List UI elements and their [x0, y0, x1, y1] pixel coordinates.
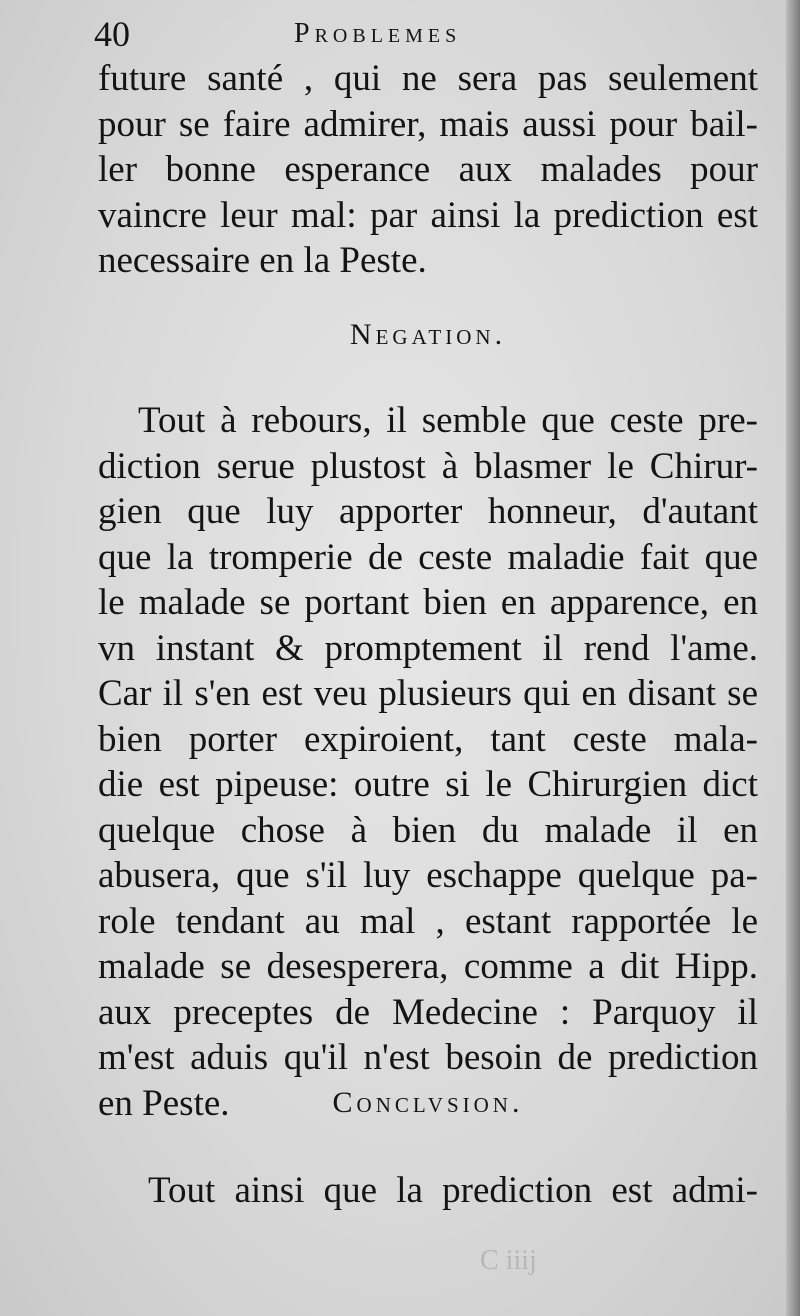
text-line: vaincre leur mal: par ainsi la prediction est — [98, 194, 758, 236]
text-line: Car il s'en est veu plusieurs qui en disant se — [98, 673, 758, 714]
text-line: que la tromperie de ceste maladie fait que — [98, 536, 758, 578]
page-header — [94, 14, 754, 54]
text-line: en Peste. — [98, 1082, 230, 1124]
text-line: diction serue plustost à blasmer le Chirur- — [98, 445, 758, 487]
text-line: m'est aduis qu'il n'est besoin de prediction — [98, 1037, 758, 1078]
text-line: aux preceptes de Medecine : Parquoy il — [98, 991, 758, 1033]
text-line: malade se desesperera, comme a dit Hipp. — [98, 946, 758, 987]
text-line: vn instant & promptement il rend l'ame. — [98, 627, 758, 669]
heading-negation: Negation. — [349, 318, 507, 351]
paragraph-affirmation-end — [98, 56, 758, 284]
text-line: abusera, que s'il luy eschappe quelque pa- — [98, 855, 758, 896]
text-line: Tout ainsi que la prediction est admi- — [148, 1170, 758, 1211]
text-line: die est pipeuse: outre si le Chirurgien dict — [98, 764, 758, 805]
running-head: Problemes — [294, 18, 462, 49]
page-number: 40 — [94, 14, 130, 54]
text-line: le malade se portant bien en apparence, en — [98, 582, 758, 623]
paragraph-negation — [98, 398, 758, 1126]
text-line: ler bonne esperance aux malades pour — [98, 149, 758, 190]
paragraph-conclusion — [98, 1168, 758, 1214]
text-line: gien que luy apporter honneur, d'autant — [98, 491, 758, 532]
text-line: pour se faire admirer, mais aussi pour bail- — [98, 103, 758, 145]
text-line: quelque chose à bien du malade il en — [98, 809, 758, 851]
heading-conclusion: Conclvsion. — [332, 1086, 524, 1119]
text-line: Tout à rebours, il semble que ceste pre- — [138, 400, 758, 441]
signature-mark: C iiij — [480, 1245, 537, 1276]
text-line: necessaire en la Peste. — [98, 240, 427, 281]
text-line: role tendant au mal , estant rapportée le — [98, 900, 758, 942]
text-line: bien porter expiroient, tant ceste mala- — [98, 718, 758, 760]
text-line: future santé , qui ne sera pas seulement — [98, 58, 758, 99]
page-gutter — [786, 0, 800, 1316]
